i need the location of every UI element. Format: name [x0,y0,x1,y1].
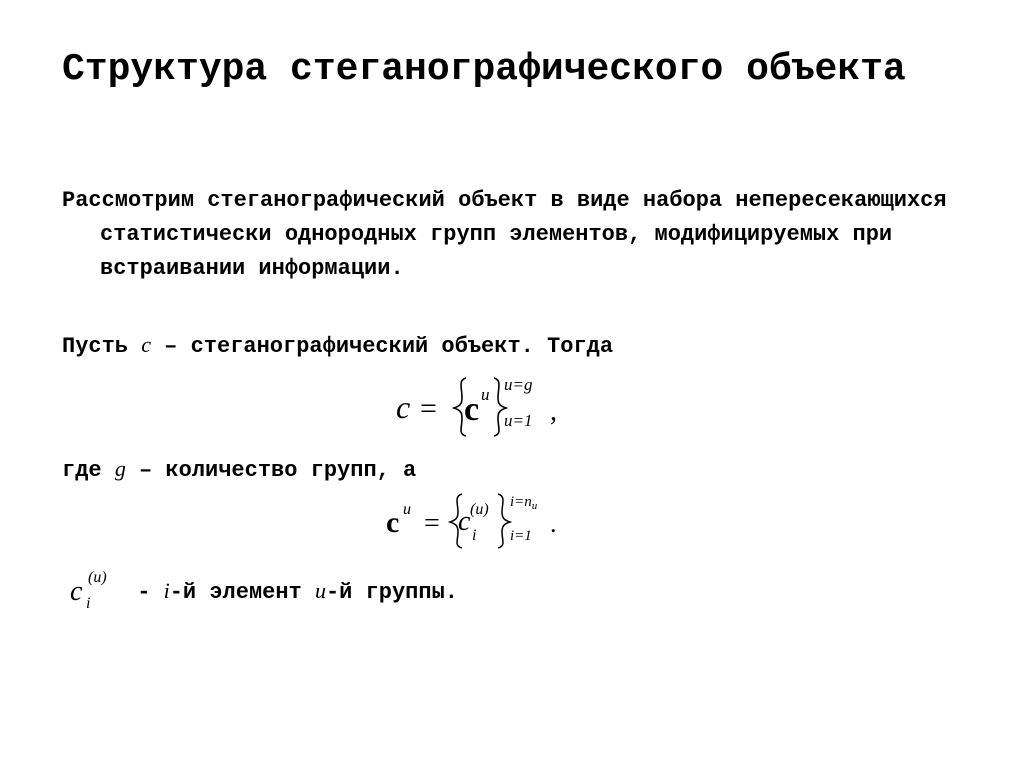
where-suffix: – количество групп, а [125,458,417,483]
var-c: c [141,332,151,357]
intro-paragraph: Рассмотрим стеганографический объект в виде набора непересекающихся статистически однородных групп элементов, модифицируемых при встраивании информации. [62,188,947,281]
element-line [124,574,458,610]
formula3-sub: i [86,595,91,612]
formula1-equals: = [420,392,437,425]
formula1-sup: u [481,385,490,404]
formula-group-definition [382,490,582,550]
element-end: -й группы. [325,580,458,605]
formula1-upper: u=g [504,375,533,394]
var-g: g [114,456,126,481]
formula1-comma: , [550,396,557,427]
formula2-lower: i=1 [510,528,532,544]
formula2-upper-main: i=n [510,494,532,510]
var-u: u [314,578,326,603]
let-prefix: Пусть [62,334,142,359]
slide-title: Структура стеганографического объекта [62,48,906,91]
formula-element-symbol [66,562,124,614]
let-suffix: – стеганографический объект. Тогда [150,334,614,359]
formula1-bold-c: c [464,391,480,428]
formula2-upper [510,494,538,512]
formula2-close-brace [498,494,510,548]
formula3-c: c [70,576,83,607]
element-dash: - [124,580,164,605]
formula-c-definition [390,372,590,438]
element-mid: -й элемент [169,580,315,605]
formula3-sup: (u) [88,569,107,586]
formula2-c: c [458,506,471,537]
formula2-sup: (u) [470,501,489,518]
where-prefix: где [62,458,115,483]
var-i: i [163,578,170,603]
formula2-upper-sub: u [531,500,538,512]
let-line [62,328,613,364]
formula2-bold-c: c [386,506,400,539]
formula2-lhs-sup: u [403,501,411,518]
formula2-equals: = [424,508,440,539]
formula2-sub: i [472,527,477,544]
where-line [62,452,416,488]
formula1-lhs: c [396,389,411,425]
formula1-lower: u=1 [504,411,533,430]
formula2-period: . [550,509,557,538]
